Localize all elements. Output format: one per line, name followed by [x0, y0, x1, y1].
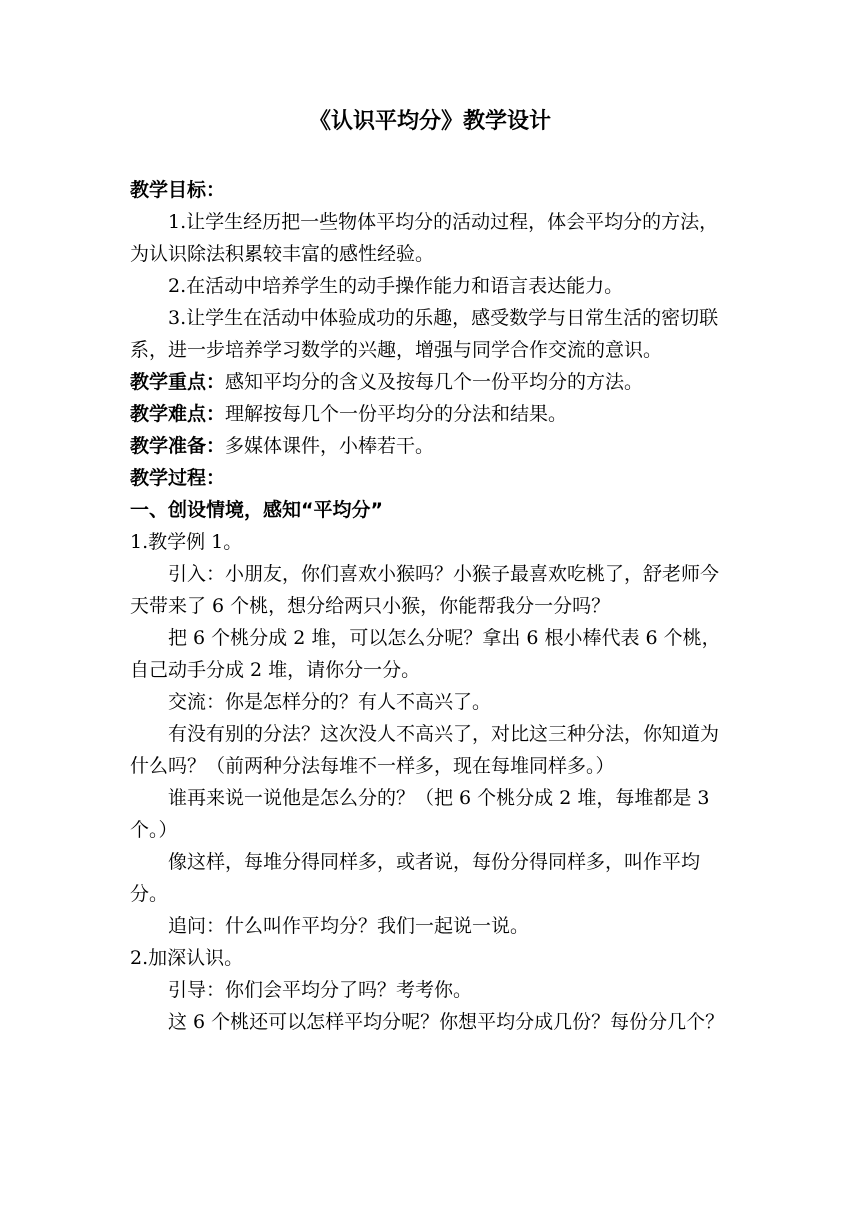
objective-item-3: 3.让学生在活动中体验成功的乐趣，感受数学与日常生活的密切联系，进一步培养学习数学的兴趣，增强与同学合作交流的意识。 — [130, 307, 719, 361]
document-title: 《认识平均分》教学设计 — [308, 109, 551, 134]
difficulty — [130, 398, 730, 430]
step1-paragraph-3: 交流：你是怎样分的？有人不高兴了。 — [168, 691, 492, 713]
step2-heading: 2.加深认识。 — [130, 947, 244, 969]
process-label: 教学过程： — [130, 467, 226, 489]
preparation — [130, 430, 730, 462]
preparation-text: 多媒体课件，小棒若干。 — [225, 435, 435, 457]
document-body — [130, 174, 730, 1038]
step1-heading: 1.教学例 1。 — [130, 531, 243, 553]
key-point-text: 感知平均分的含义及按每几个一份平均分的方法。 — [225, 371, 644, 393]
objectives-label: 教学目标： — [130, 179, 226, 201]
difficulty-text: 理解按每几个一份平均分的分法和结果。 — [225, 403, 568, 425]
objective-item-2: 2.在活动中培养学生的动手操作能力和语言表达能力。 — [168, 275, 624, 297]
step1-paragraph-4: 有没有别的分法？这次没人不高兴了，对比这三种分法，你知道为什么吗？（前两种分法每堆不一样多，现在每堆同样多。） — [130, 723, 720, 777]
section1-heading: 一、创设情境，感知“平均分” — [130, 499, 383, 521]
step2-paragraph-1: 引导：你们会平均分了吗？考考你。 — [168, 979, 473, 1001]
process-heading — [130, 462, 730, 494]
step1-paragraph-1: 引入：小朋友，你们喜欢小猴吗？小猴子最喜欢吃桃了，舒老师今天带来了 6 个桃，想分给两只小猴，你能帮我分一分吗？ — [130, 563, 720, 617]
step1-paragraph-6: 像这样，每堆分得同样多，或者说，每份分得同样多，叫作平均分。 — [130, 851, 701, 905]
step1-paragraph-7: 追问：什么叫作平均分？我们一起说一说。 — [168, 915, 530, 937]
step2-paragraph-2: 这 6 个桃还可以怎样平均分呢？你想平均分成几份？每份分几个？ — [168, 1011, 725, 1033]
key-point — [130, 366, 730, 398]
key-point-label: 教学重点： — [130, 371, 226, 393]
preparation-label: 教学准备： — [130, 435, 226, 457]
step1-paragraph-2: 把 6 个桃分成 2 堆，可以怎么分呢？拿出 6 根小棒代表 6 个桃，自己动手分成 2 堆，请你分一分。 — [130, 627, 721, 681]
difficulty-label: 教学难点： — [130, 403, 226, 425]
objective-item-1: 1.让学生经历把一些物体平均分的活动过程，体会平均分的方法，为认识除法积累较丰富的感性经验。 — [130, 211, 719, 265]
objectives-heading — [130, 174, 730, 206]
step1-paragraph-5: 谁再来说一说他是怎么分的？（把 6 个桃分成 2 堆，每堆都是 3 个。） — [130, 787, 710, 841]
